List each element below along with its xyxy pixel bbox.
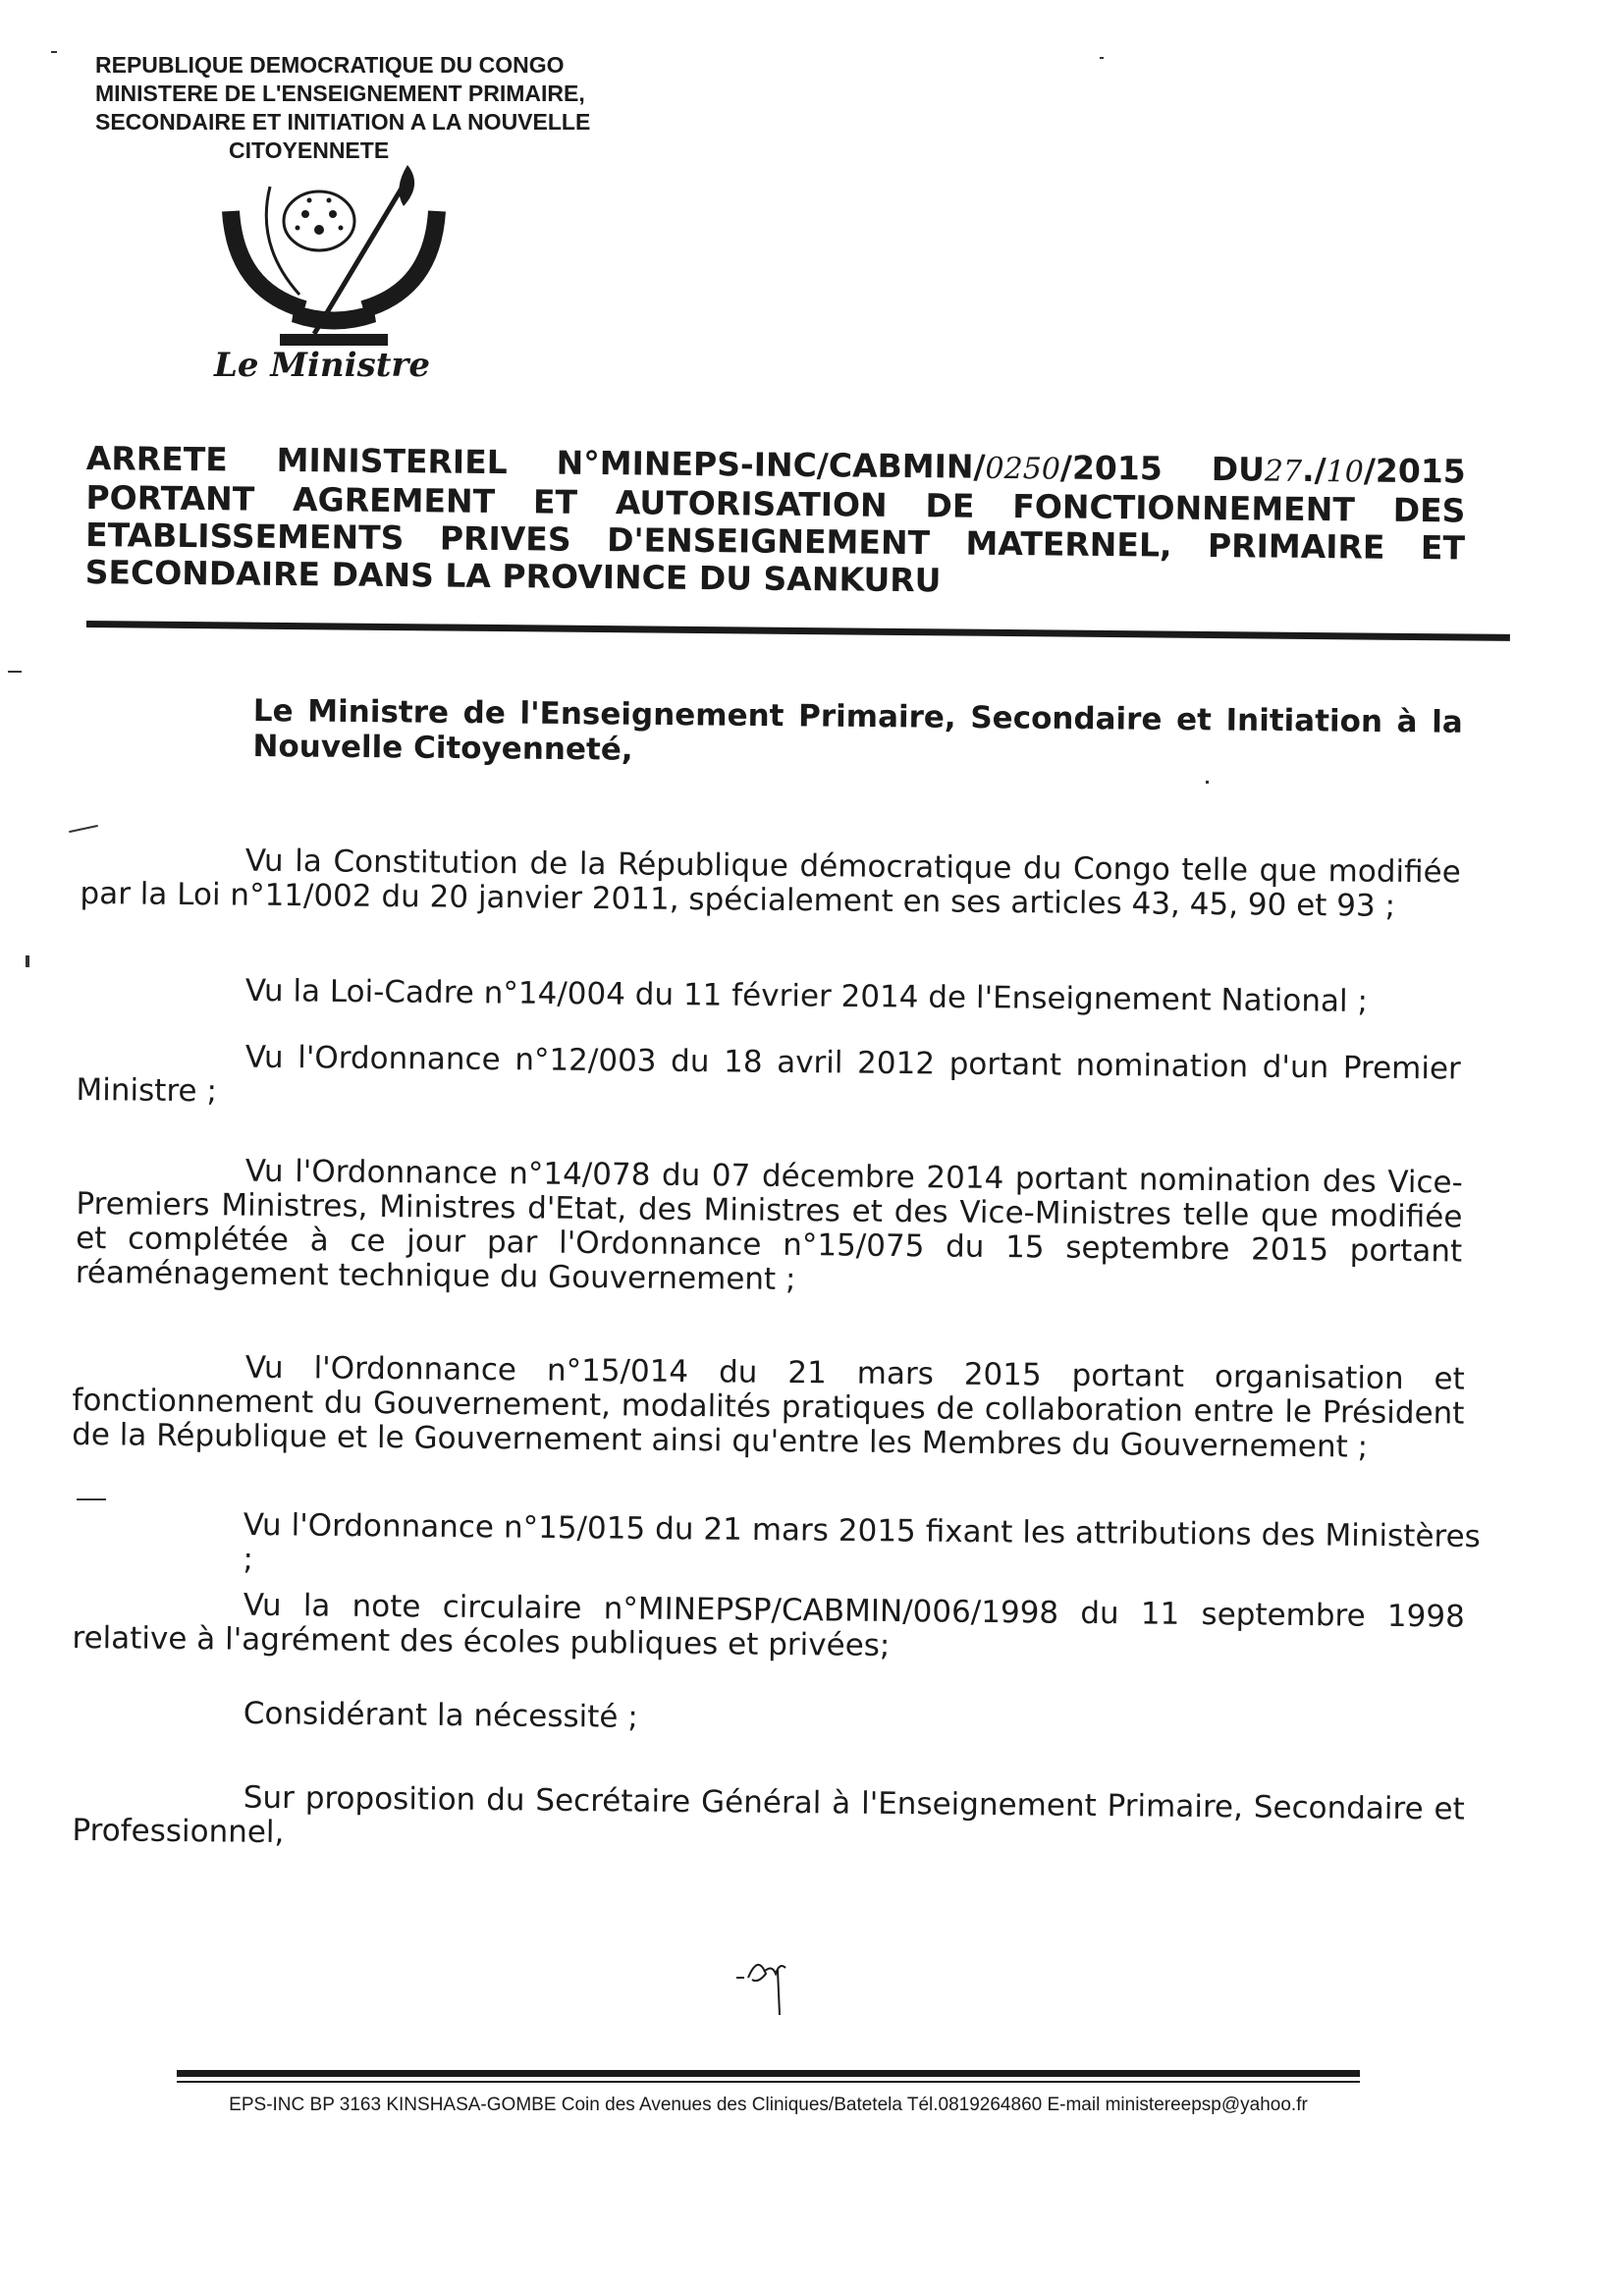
minister-signature-label: Le Ministre — [214, 346, 430, 385]
scan-speck — [69, 825, 98, 833]
visa-ordonnance-organisation: Vu l'Ordonnance n°15/014 du 21 mars 2015 portant organisation et fonctionnement du Gouvernement, modalités pratiques de collaboration entre le Président de la République et le Gouvernement ainsi qu'entre les Membres du Gouvernement ; — [71, 1349, 1465, 1465]
decree-title-line-1: ARRETE MINISTERIEL N°MINEPS-INC/CABMIN/0250/2015 DU27./10/2015 — [85, 439, 1466, 491]
handwritten-day: 27 — [1264, 454, 1303, 489]
scan-speck — [1100, 57, 1104, 59]
footer-rule-thin — [177, 2081, 1360, 2083]
scan-speck — [26, 955, 29, 967]
visa-ordonnance-gouvernement: Vu l'Ordonnance n°14/078 du 07 décembre 2014 portant nomination des Vice-Premiers Ministres, Ministres d'Etat, des Ministres et des Vice-Ministres telle que modifiée et complétée à ce jour par l'Ordonnance n°15/075 du 15 septembre 2015 portant réaménagement technique du Gouvernement ; — [75, 1153, 1463, 1298]
visa-ordonnance-premier-ministre: Vu l'Ordonnance n°12/003 du 18 avril 2012 portant nomination d'un Premier Ministre ; — [76, 1039, 1461, 1110]
decree-title-line-3: ETABLISSEMENTS PRIVES D'ENSEIGNEMENT MATERNEL, PRIMAIRE ET — [84, 515, 1466, 568]
decree-title-line-4: SECONDAIRE DANS LA PROVINCE DU SANKURU — [84, 552, 942, 600]
considerant: Considérant la nécessité ; — [243, 1696, 638, 1735]
letterhead-ministry: MINISTERE DE L'ENSEIGNEMENT PRIMAIRE, — [95, 81, 585, 106]
minister-heading: Le Ministre de l'Enseignement Primaire, Secondaire et Initiation à la Nouvelle Citoyenneté, — [252, 693, 1463, 768]
scan-speck — [77, 1498, 106, 1500]
decree-title — [85, 440, 1466, 604]
sur-proposition: Sur proposition du Secrétaire Général à l'Enseignement Primaire, Secondaire et Professionnel, — [72, 1779, 1465, 1851]
scan-speck — [51, 51, 57, 53]
decree-title-line-2: PORTANT AGREMENT ET AUTORISATION DE FONCTIONNEMENT DES — [85, 477, 1466, 530]
visa-constitution: Vu la Constitution de la République démocratique du Congo telle que modifiée par la Loi n°11/002 du 20 janvier 2011, spécialement en ses articles 43, 45, 90 et 93 ; — [80, 843, 1461, 924]
letterhead-ministry-end: CITOYENNETE — [229, 137, 390, 163]
title-rule — [86, 621, 1510, 641]
visa-ordonnance-attributions: Vu l'Ordonnance n°15/015 du 21 mars 2015 fixant les attributions des Ministères ; — [243, 1507, 1481, 1578]
letterhead-country: REPUBLIQUE DEMOCRATIQUE DU CONGO — [95, 52, 565, 78]
letterhead — [95, 51, 665, 165]
letterhead-ministry-cont: SECONDAIRE ET INITIATION A LA NOUVELLE — [95, 109, 591, 135]
visa-loi-cadre: Vu la Loi-Cadre n°14/004 du 11 février 2014 de l'Enseignement National ; — [244, 973, 1369, 1019]
handwritten-initials — [729, 1944, 807, 2023]
footer-rule-thick — [177, 2070, 1360, 2077]
scan-speck — [8, 671, 22, 673]
visa-note-circulaire: Vu la note circulaire n°MINEPSP/CABMIN/006/1998 du 11 septembre 1998 relative à l'agrément des écoles publiques et privées; — [72, 1587, 1465, 1663]
coat-of-arms-emblem — [211, 157, 457, 363]
handwritten-decree-number: 0250 — [985, 451, 1061, 487]
footer-address: EPS-INC BP 3163 KINSHASA-GOMBE Coin des Avenues des Cliniques/Batetela Tél.0819264860 E-mail ministereepsp@yahoo.fr — [229, 2095, 1308, 2115]
scan-speck — [1206, 781, 1209, 784]
handwritten-month: 10 — [1326, 455, 1365, 490]
